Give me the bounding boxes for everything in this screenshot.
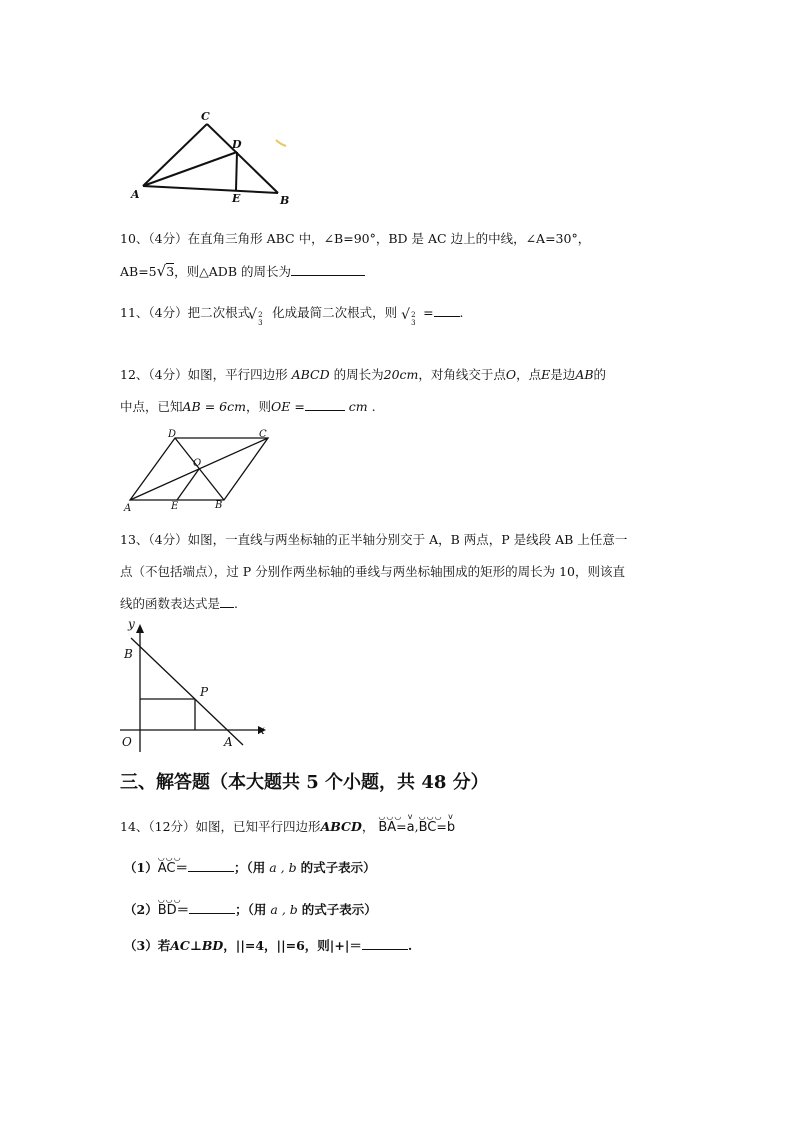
q14-b: b [446, 820, 456, 835]
q14-p1-answer-blank[interactable] [188, 860, 234, 872]
q14-p1-ac: AC [157, 861, 176, 876]
fig13-label-b: B [124, 647, 133, 661]
q14-comma: ， [361, 819, 375, 834]
vector-arrow-icon: ◡◡◡ [378, 812, 403, 821]
fig9-label-a: A [131, 188, 140, 201]
q14-p1-suffix: ；（用 [233, 860, 266, 875]
q12-text-c: ，对角线交于点 [418, 367, 506, 382]
q14-p3-label: （3）若 [124, 938, 171, 953]
q14-p1-vars: a , b [269, 860, 297, 875]
q14-prefix: 14、（12分）如图，已知平行四边形 [120, 819, 321, 834]
q12-unit: cm [348, 399, 368, 414]
fig9-label-c: C [201, 110, 210, 123]
q11-frac1-num: 2 [258, 311, 263, 319]
fig13-label-o: O [122, 735, 132, 749]
q12-o: O [505, 367, 517, 382]
vector-arrow-icon: ◡◡◡ [157, 895, 182, 904]
q12-ab: AB [575, 367, 594, 382]
q12-e: E [541, 367, 551, 382]
q12-text-b: 的周长为 [333, 367, 384, 382]
vector-arrow-icon: ◡◡◡ [418, 812, 443, 821]
q12-text-g: 中点，已知 [120, 399, 183, 414]
fig9-label-e: E [232, 192, 241, 205]
q14-p2-label: （2） [124, 902, 158, 917]
q11-frac1-den: 3 [258, 319, 263, 327]
fig12-label-o: O [193, 458, 202, 469]
q11-frac2-den: 3 [411, 319, 416, 327]
q14-p2-vars: a , b [270, 902, 298, 917]
q14-p2-bd: BD [157, 903, 177, 918]
q14-p2-end: 的式子表示） [301, 902, 377, 917]
q14-p1-label: （1） [124, 860, 158, 875]
q12-end: . [371, 399, 376, 414]
q14-p1-end: 的式子表示） [300, 860, 376, 875]
q12-text-e: 是边 [550, 367, 576, 382]
q14-p2-eq: ＝ [176, 902, 190, 917]
q12-text-f: 的 [593, 367, 607, 382]
q14-p1-vec [157, 853, 182, 876]
fig12-label-a: A [124, 503, 132, 514]
q14-part3 [124, 936, 412, 954]
q14-a: a [406, 820, 415, 835]
fig13-label-p: P [200, 685, 209, 699]
fig13-label-a: A [224, 735, 233, 749]
q10-text-2: ，则△ADB 的周长为 [174, 264, 291, 279]
q10-text-1: 10、（4分）在直角三角形 ABC 中，∠B=90°，BD 是 AC 边上的中线，∠A=30°， [120, 231, 591, 246]
sqrt-icon: √ [248, 307, 258, 323]
q14-p3-end: . [407, 938, 413, 953]
q13-end: . [234, 596, 238, 611]
q10-ab: AB=5 [120, 264, 157, 279]
q13-text-3: 线的函数表达式是 [120, 596, 221, 611]
fig13-label-y: y [128, 617, 135, 631]
section3-title: 三、解答题（本大题共 5 个小题，共 48 分） [120, 772, 489, 793]
q11-prefix: 11、（4分）把二次根式 [120, 305, 251, 320]
q12-abcd: ABCD [291, 367, 330, 382]
q11-eq: = [423, 305, 434, 320]
q10-radicand: 3 [166, 264, 175, 279]
q12-oe-eq: OE = [270, 399, 305, 414]
q11-end: . [459, 305, 464, 320]
fig12-label-b: B [215, 500, 223, 511]
q14-p3-rest: ，||=4，||=6，则|+|＝ [223, 938, 362, 953]
q14-vec-bc [418, 812, 443, 835]
vector-arrow-icon: ◡◡◡ [157, 853, 182, 862]
sqrt-icon: √ [156, 262, 167, 280]
q14-ba: BA [378, 820, 397, 835]
q14-bc: BC [418, 820, 437, 835]
q14-vec-ba [378, 812, 403, 835]
q14-line [120, 812, 456, 835]
fig12-label-c: C [259, 429, 267, 440]
q14-p1-eq: ＝ [175, 860, 188, 875]
q14-p2-answer-blank[interactable] [189, 902, 235, 914]
fig9-label-d: D [232, 138, 242, 151]
q14-vec-a [406, 812, 415, 835]
q14-part1 [124, 853, 376, 876]
q11-middle: 化成最简二次根式，则 [272, 305, 398, 320]
q12-text-d: ，点 [516, 367, 542, 382]
q14-p2-vec [157, 895, 182, 918]
vector-mark-icon: v [448, 812, 454, 821]
fig12-label-e: E [171, 501, 179, 512]
q13-text-1: 13、（4分）如图，一直线与两坐标轴的正半轴分别交于 A，B 两点，P 是线段 AB 上任意一 [120, 532, 628, 547]
q14-p3-answer-blank[interactable] [362, 938, 408, 950]
fig9-label-b: B [280, 194, 290, 207]
sqrt-icon: √ [401, 307, 410, 323]
fig12-label-d: D [168, 429, 177, 440]
q14-p2-suffix: ；（用 [235, 902, 267, 917]
q12-text-h: ，则 [245, 399, 271, 414]
q14-abcd: ABCD [320, 819, 362, 834]
q13-text-2: 点（不包括端点），过 P 分别作两坐标轴的垂线与两坐标轴围成的矩形的周长为 10，则该直 [120, 564, 625, 579]
q14-part2 [124, 895, 377, 918]
vector-mark-icon: v [407, 812, 414, 821]
q11-frac2-num: 2 [411, 311, 416, 319]
fig13-label-x: x [258, 723, 265, 737]
q14-eq2: = [436, 819, 447, 834]
q12-perimeter: 20cm [383, 367, 419, 382]
q14-vec-b [446, 812, 456, 835]
q14-p3-cond: AC⊥BD [170, 938, 224, 953]
q14-sep: , [414, 819, 419, 834]
q12-text-a: 12、（4分）如图，平行四边形 [120, 367, 288, 382]
q12-ab-eq: AB = 6cm [182, 399, 246, 414]
q14-eq1: = [396, 819, 407, 834]
